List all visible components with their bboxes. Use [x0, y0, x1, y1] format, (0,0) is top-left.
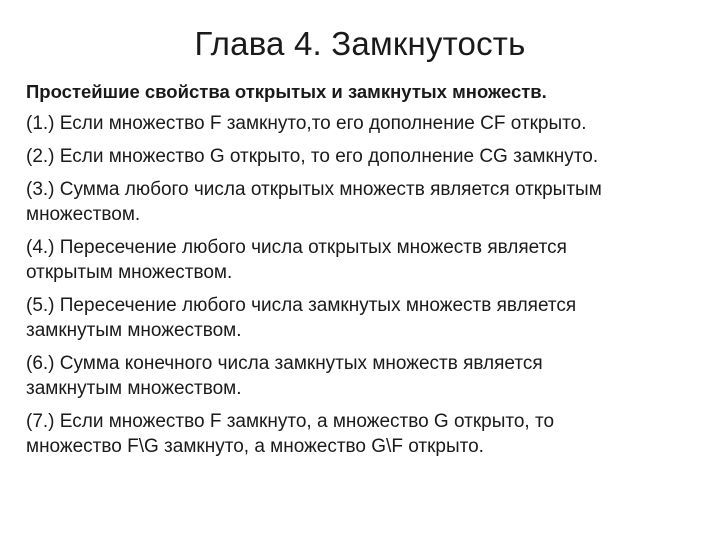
- slide-title: Глава 4. Замкнутость: [194, 25, 526, 62]
- property-1-line-1: (1.) Если множество F замкнуто,то его дополнение CF открыто.: [26, 113, 587, 134]
- slide-body: [26, 79, 702, 467]
- property-2-line-1: (2.) Если множество G открыто, то его дополнение CG замкнуто.: [26, 146, 599, 167]
- property-6: [26, 351, 702, 401]
- property-4-line-1: (4.) Пересечение любого числа открытых множеств является: [26, 237, 567, 258]
- property-3-line-2: множеством.: [26, 204, 141, 225]
- property-1: [26, 111, 702, 136]
- property-6-line-2: замкнутым множеством.: [26, 378, 242, 399]
- property-7: [26, 409, 702, 459]
- property-5-line-1: (5.) Пересечение любого числа замкнутых множеств является: [26, 295, 577, 316]
- property-6-line-1: (6.) Сумма конечного числа замкнутых множеств является: [26, 353, 543, 374]
- section-heading: Простейшие свойства открытых и замкнутых множеств.: [26, 81, 547, 102]
- property-2: [26, 144, 702, 169]
- property-3-line-1: (3.) Сумма любого числа открытых множеств является открытым: [26, 179, 602, 200]
- property-4-line-2: открытым множеством.: [26, 262, 233, 283]
- property-5: [26, 293, 702, 343]
- property-3: [26, 177, 702, 227]
- property-5-line-2: замкнутым множеством.: [26, 320, 242, 341]
- property-4: [26, 235, 702, 285]
- property-7-line-2: множество F\G замкнуто, а множество G\F открыто.: [26, 436, 484, 457]
- property-7-line-1: (7.) Если множество F замкнуто, а множество G открыто, то: [26, 411, 555, 432]
